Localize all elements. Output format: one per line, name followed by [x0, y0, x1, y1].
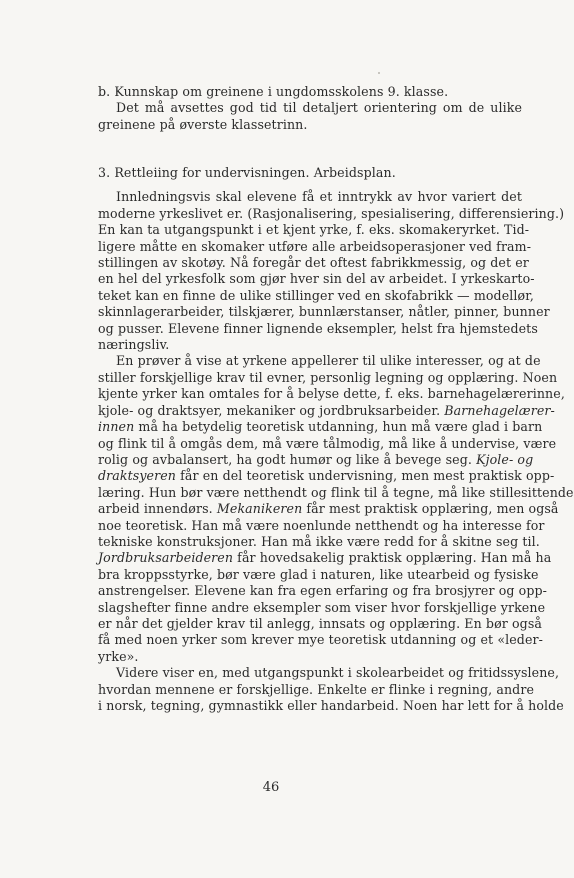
text-line: og flink til å omgås dem, må være tålmodig, må like å undervise, være	[98, 435, 557, 451]
section-3	[98, 165, 574, 714]
text-line: kjole- og draktsyer, mekaniker og jordbruksarbeider. Barnehagelærer-	[98, 402, 555, 418]
text-line: næringsliv.	[98, 337, 170, 353]
text-line: arbeid innendørs. Mekanikeren får mest praktisk opplæring, men også	[98, 501, 559, 517]
text-line: anstrengelser. Elevene kan fra egen erfaring og fra brosjyrer og opp-	[98, 583, 548, 599]
page-number: 46	[262, 780, 280, 795]
text-line: yrke».	[98, 648, 139, 664]
text-line: og pusser. Elevene finner lignende eksempler, helst fra hjemstedets	[98, 320, 538, 336]
text-line: noe teoretisk. Han må være noenlunde netthendt og ha interesse for	[98, 517, 545, 533]
section-b-line: greinene på øverste klassetrinn.	[98, 116, 308, 132]
text-line: stiller forskjellige krav til evner, personlig legning og opplæring. Noen	[98, 369, 558, 385]
paragraph-1	[98, 189, 565, 353]
text-line: draktsyeren får en del teoretisk undervisning, men mest praktisk opp-	[98, 468, 555, 484]
text-line: En prøver å vise at yrkene appellerer til ulike interesser, og at de	[116, 353, 541, 369]
text-line: slagshefter finne andre eksempler som viser hvor forskjellige yrkene	[98, 599, 546, 615]
text-line: ligere måtte en skomaker utføre alle arbeidsoperasjoner ved fram-	[98, 238, 532, 254]
text-line: rolig og avbalansert, ha godt humør og like å bevege seg. Kjole- og	[98, 451, 534, 467]
text-line: teket kan en finne de ulike stillinger ved en skofabrikk — modellør,	[98, 287, 535, 303]
text-line: Jordbruksarbeideren får hovedsakelig praktisk opplæring. Han må ha	[98, 550, 552, 566]
paragraph-3	[98, 665, 564, 714]
section-3-heading: 3. Rettleiing for undervisningen. Arbeidsplan.	[98, 165, 396, 180]
text-line: kjente yrker kan omtales for å belyse dette, f. eks. barnehagelærerinne,	[98, 386, 565, 402]
paragraph-2	[98, 353, 574, 665]
section-b-line: Det må avsettes god tid til detaljert orientering om de ulike	[116, 100, 522, 116]
text-line: innen må ha betydelig teoretisk utdanning, hun må være glad i barn	[98, 419, 543, 435]
section-b-heading: b. Kunnskap om greinene i ungdomsskolens 9. klasse.	[98, 84, 449, 99]
text-line: En kan ta utgangspunkt i et kjent yrke, f. eks. skomakeryrket. Tid-	[98, 222, 530, 238]
text-line: hvordan mennene er forskjellige. Enkelte er flinke i regning, andre	[98, 681, 535, 697]
text-line: tekniske konstruksjoner. Han må ikke være redd for å skitne seg til.	[98, 533, 540, 549]
text-line: er når det gjelder krav til anlegg, innsats og opplæring. En bør også	[98, 615, 542, 631]
text-line: skinnlagerarbeider, tilskjærer, bunnlærstanser, nåtler, pinner, bunner	[98, 304, 550, 320]
section-b	[98, 84, 522, 133]
text-line: Innledningsvis skal elevene få et inntrykk av hvor variert det	[116, 189, 522, 205]
scan-speck	[378, 72, 380, 74]
text-line: moderne yrkeslivet er. (Rasjonalisering, spesialisering, differensiering.)	[98, 205, 565, 221]
text-line: i norsk, tegning, gymnastikk eller handarbeid. Noen har lett for å holde	[98, 698, 564, 713]
text-line: en hel del yrkesfolk som gjør hver sin del av arbeidet. I yrkeskarto-	[98, 271, 535, 287]
text-line: få med noen yrker som krever mye teoretisk utdanning og et «leder-	[98, 632, 543, 648]
text-line: bra kroppsstyrke, bør være glad i naturen, like utearbeid og fysiske	[98, 566, 539, 582]
text-line: læring. Hun bør være netthendt og flink til å tegne, må like stillesittende	[98, 484, 574, 500]
text-line: Videre viser en, med utgangspunkt i skolearbeidet og fritidssyslene,	[116, 665, 560, 681]
text-line: stillingen av skotøy. Nå foregår det oftest fabrikkmessig, og det er	[98, 255, 529, 271]
